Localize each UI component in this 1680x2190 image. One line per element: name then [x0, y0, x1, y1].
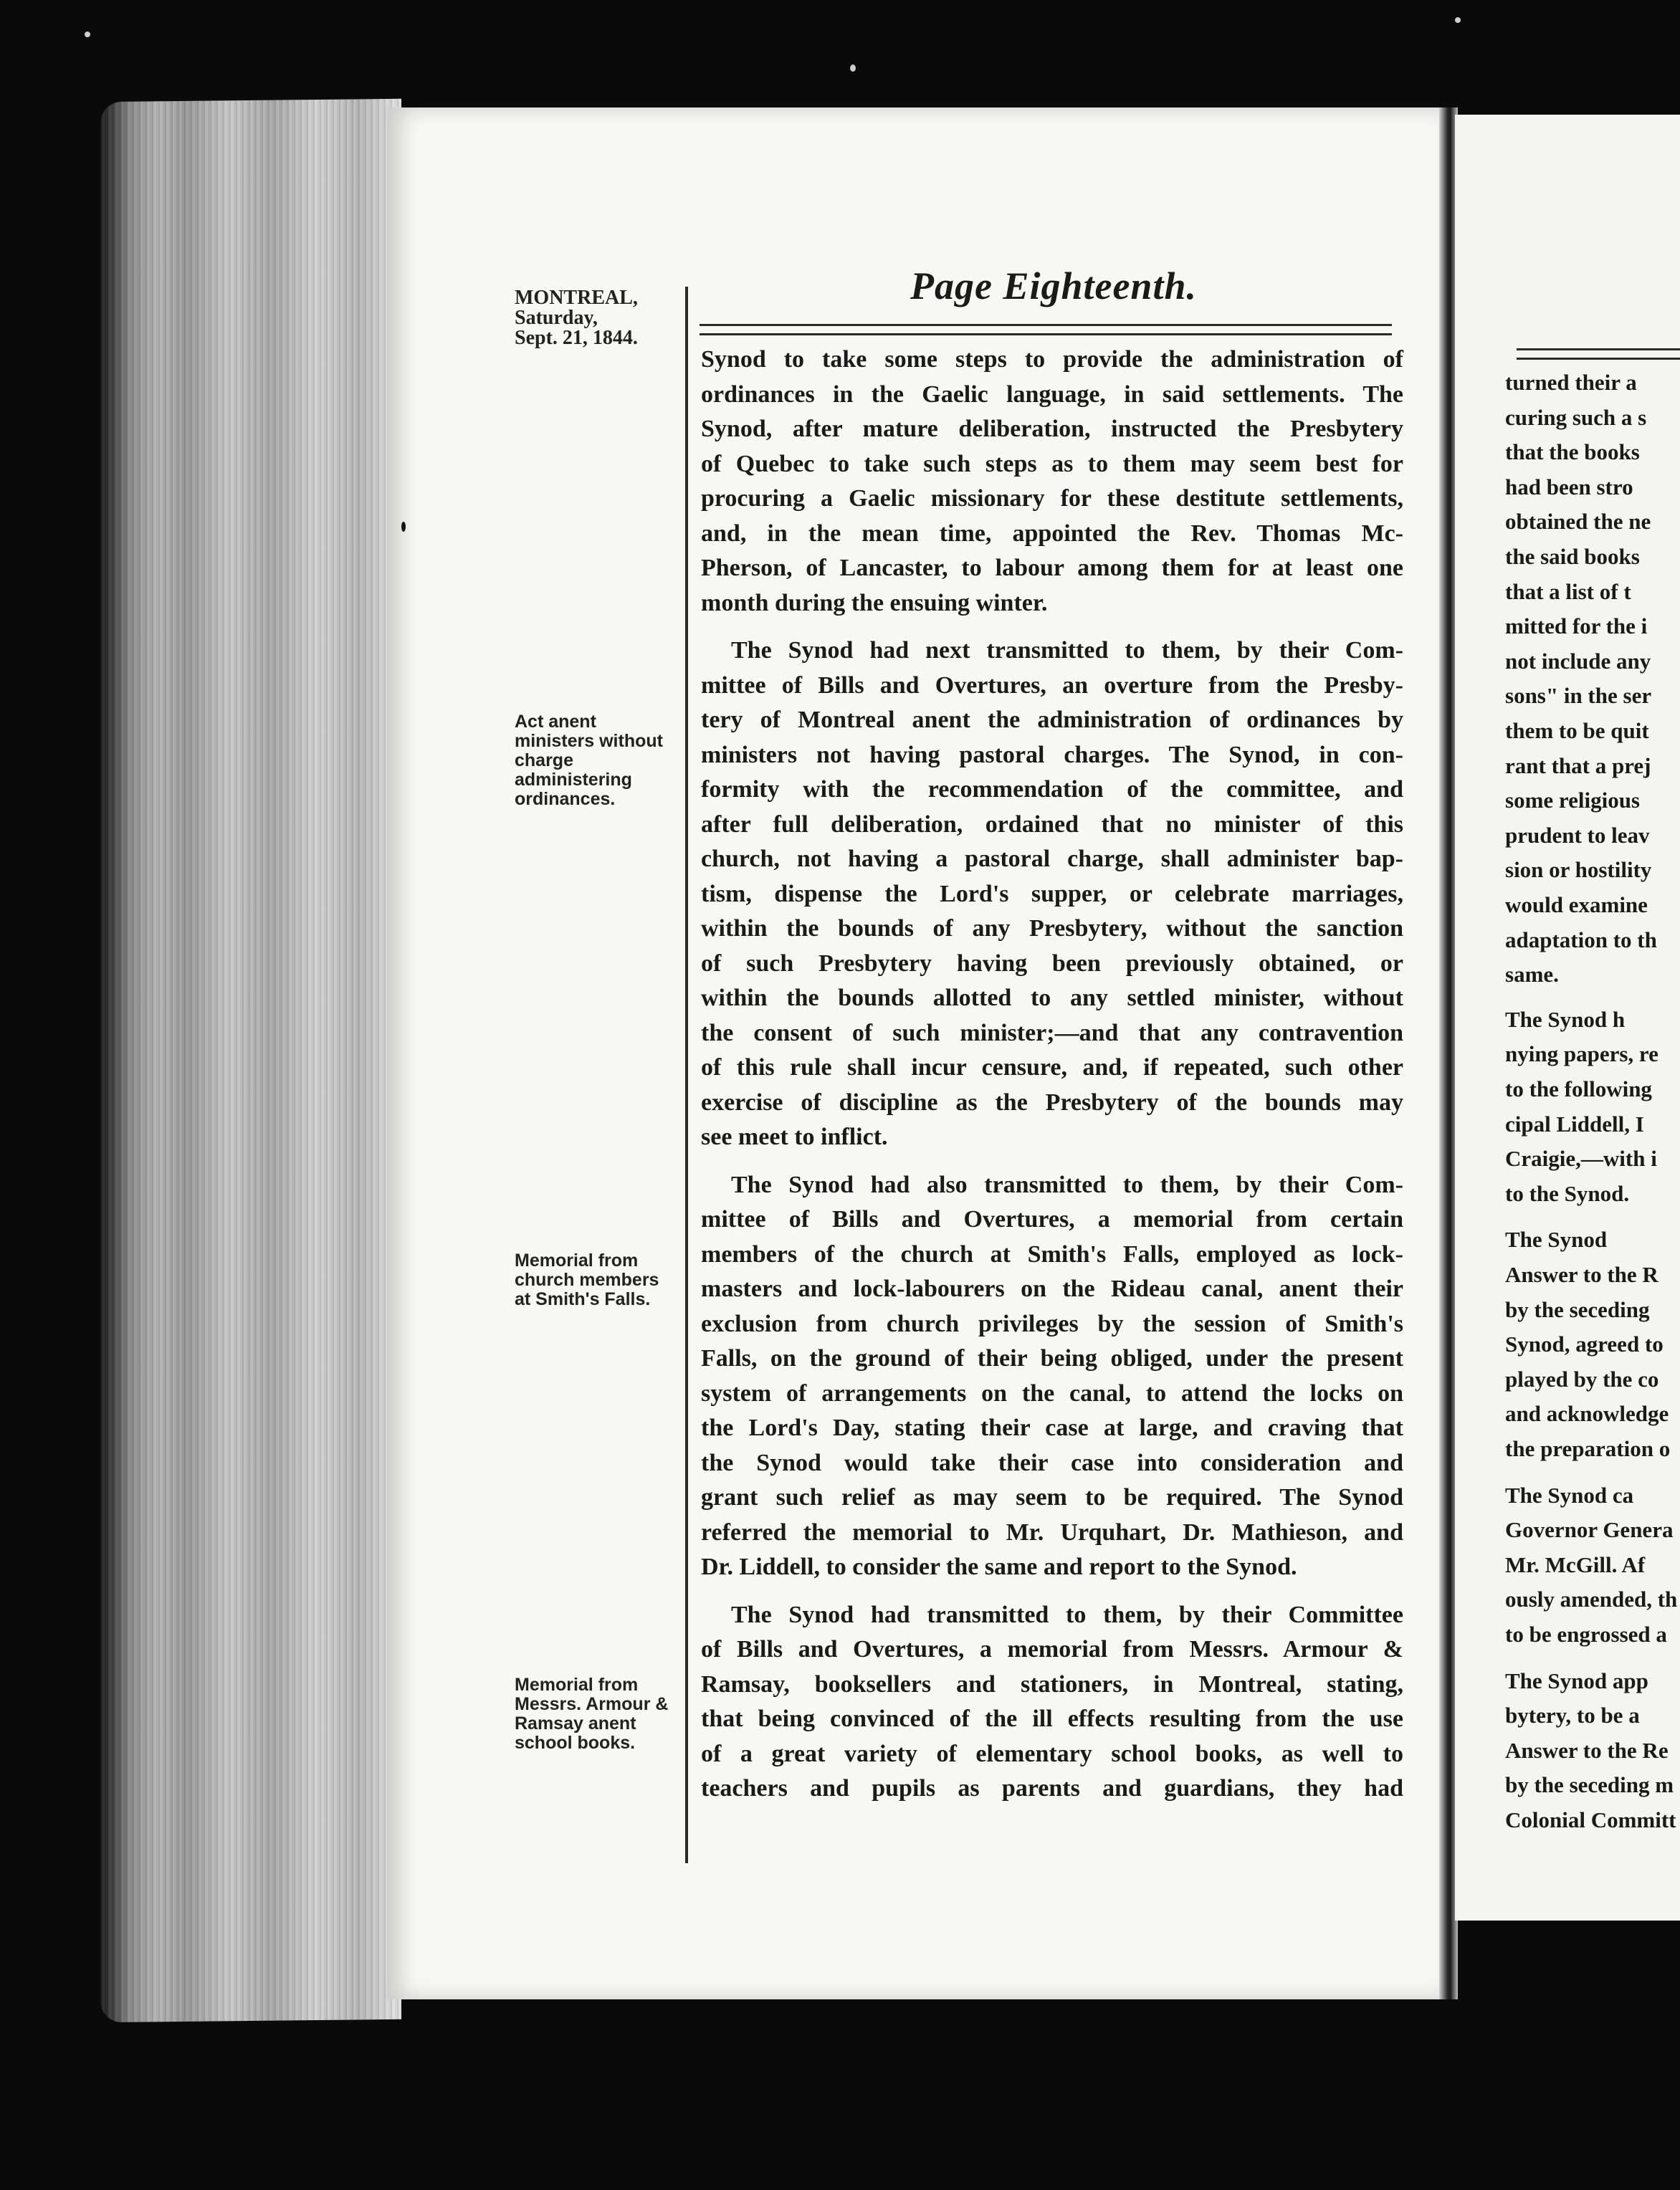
facing-page-line: and acknowledge — [1505, 1401, 1669, 1427]
text-line: of this rule shall incur censure, and, if repeated, such other — [701, 1054, 1403, 1081]
dateline-day: Saturday, — [515, 307, 598, 329]
text-line: The Synod had transmitted to them, by their Committee — [731, 1601, 1403, 1628]
facing-page-line: some religious — [1505, 788, 1640, 813]
sidenote-line: charge — [515, 750, 573, 770]
facing-page-line: Governor Genera — [1505, 1517, 1674, 1543]
facing-page-line: sons" in the ser — [1505, 683, 1652, 709]
text-line: ministers not having pastoral charges. The Synod, in con- — [701, 741, 1403, 768]
text-line: church, not having a pastoral charge, shall administer bap- — [701, 846, 1403, 872]
sidenote-line: Ramsay anent — [515, 1713, 636, 1734]
facing-page-line: The Synod — [1505, 1227, 1608, 1253]
running-title: Page Eighteenth. — [910, 264, 1197, 307]
facing-page-line: turned their a — [1505, 370, 1637, 395]
text-line: within the bounds allotted to any settled minister, without — [701, 985, 1403, 1011]
text-line: mittee of Bills and Overtures, an overture from the Presby- — [701, 671, 1403, 699]
facing-page-line: to the Synod. — [1505, 1180, 1630, 1206]
main-text-column — [701, 343, 1403, 1820]
book-page-edges — [100, 99, 401, 2022]
facing-page-line: not include any — [1505, 648, 1651, 674]
text-line: Ramsay, booksellers and stationers, in Montreal, stating, — [701, 1670, 1403, 1698]
facing-page-line: obtained the ne — [1505, 509, 1651, 535]
facing-page-line: sion or hostility — [1505, 857, 1652, 883]
facing-page-line: The Synod ca — [1505, 1482, 1634, 1508]
facing-page-line: Synod, agreed to — [1505, 1331, 1664, 1357]
facing-page-line: curing such a s — [1505, 404, 1647, 430]
facing-page-line: to be engrossed a — [1505, 1622, 1667, 1647]
facing-page-line: played by the co — [1505, 1366, 1659, 1392]
text-line: Synod, after mature deliberation, instructed the Presbytery — [701, 416, 1403, 442]
text-line: exclusion from church privileges by the session of Smith's — [701, 1310, 1403, 1337]
facing-page-line: mitted for the i — [1505, 613, 1648, 639]
text-line: The Synod had also transmitted to them, by their Com- — [731, 1171, 1403, 1198]
text-line: the consent of such minister;—and that any contravention — [701, 1019, 1403, 1046]
sidenote-line: administering — [515, 770, 632, 790]
dateline — [515, 288, 687, 348]
facing-page-line: cipal Liddell, I — [1505, 1111, 1644, 1137]
facing-page-line: would examine — [1505, 892, 1648, 917]
scan-speck — [401, 522, 406, 532]
facing-page-line: The Synod h — [1505, 1006, 1626, 1032]
sidenote-line: Messrs. Armour & — [515, 1694, 669, 1714]
text-line: month during the ensuing winter. — [701, 589, 1048, 616]
paragraph — [701, 1598, 1403, 1807]
paragraph — [701, 343, 1403, 621]
facing-page-line: prudent to leav — [1505, 822, 1650, 848]
text-line: of Quebec to take such steps as to them may seem best for — [701, 450, 1403, 477]
text-line: referred the memorial to Mr. Urquhart, Dr. Mathieson, and — [701, 1519, 1403, 1546]
text-line: tism, dispense the Lord's supper, or celebrate marriages, — [701, 880, 1403, 907]
facing-page-line: the preparation o — [1505, 1436, 1671, 1461]
facing-page-line: Colonial Committ — [1505, 1807, 1676, 1832]
facing-page-line: rant that a prej — [1505, 752, 1651, 778]
facing-page-line: the said books — [1505, 544, 1640, 569]
facing-page-line: adaptation to th — [1505, 927, 1657, 952]
facing-page-line: had been stro — [1505, 474, 1633, 499]
sidenote-line: ministers without — [515, 731, 663, 751]
text-line: the Lord's Day, stating their case at large, and craving that — [701, 1415, 1403, 1441]
text-line: ordinances in the Gaelic language, in said settlements. The — [701, 381, 1403, 408]
facing-page-line: ously amended, th — [1505, 1587, 1678, 1612]
text-line: of such Presbytery having been previously obtained, or — [701, 950, 1403, 977]
sidenote-armour-ramsay — [515, 1675, 687, 1753]
sidenote-line: Memorial from — [515, 1675, 639, 1695]
facing-page-line: Craigie,—with i — [1505, 1146, 1657, 1172]
facing-page-line: that a list of t — [1505, 578, 1631, 604]
facing-page-line: Answer to the R — [1505, 1262, 1658, 1287]
text-line: grant such relief as may seem to be required. The Synod — [701, 1484, 1403, 1511]
facing-page-line: Answer to the Re — [1505, 1737, 1669, 1763]
sidenote-line: at Smith's Falls. — [515, 1289, 651, 1309]
text-line: masters and lock-labourers on the Rideau canal, anent their — [701, 1276, 1403, 1302]
text-line: exercise of discipline as the Presbytery of the bounds may — [701, 1089, 1403, 1116]
facing-page-rule — [1517, 348, 1680, 360]
text-line: see meet to inflict. — [701, 1124, 888, 1150]
margin-rule — [685, 287, 688, 1863]
facing-page-line: by the seceding — [1505, 1296, 1650, 1322]
title-double-rule — [700, 324, 1392, 335]
text-line: that being convinced of the ill effects resulting from the use — [701, 1706, 1403, 1732]
sidenote-line: church members — [515, 1270, 659, 1290]
text-line: Dr. Liddell, to consider the same and report to the Synod. — [701, 1554, 1297, 1580]
dateline-city: MONTREAL, — [515, 287, 638, 309]
text-line: teachers and pupils as parents and guardians, they had — [701, 1775, 1403, 1802]
sidenote-line: school books. — [515, 1733, 636, 1753]
text-line: formity with the recommendation of the committee, and — [701, 776, 1403, 803]
scan-speck — [850, 64, 856, 72]
facing-page-line: them to be quit — [1505, 718, 1649, 743]
dateline-date: Sept. 21, 1844. — [515, 327, 638, 349]
text-line: and, in the mean time, appointed the Rev. Thomas Mc- — [701, 520, 1403, 547]
text-line: of a great variety of elementary school books, as well to — [701, 1740, 1403, 1767]
facing-page-line: by the seceding m — [1505, 1772, 1674, 1798]
text-line: members of the church at Smith's Falls, employed as lock- — [701, 1240, 1403, 1268]
text-line: The Synod had next transmitted to them, by their Com- — [731, 637, 1403, 664]
facing-page-line: same. — [1505, 962, 1559, 988]
facing-page-line: that the books — [1505, 439, 1640, 465]
text-line: of Bills and Overtures, a memorial from Messrs. Armour & — [701, 1636, 1403, 1663]
facing-page-line: Mr. McGill. Af — [1505, 1551, 1646, 1577]
text-line: Pherson, of Lancaster, to labour among them for at least one — [701, 555, 1403, 581]
paragraph — [701, 633, 1403, 1155]
text-line: system of arrangements on the canal, to attend the locks on — [701, 1379, 1403, 1407]
sidenote-line: Memorial from — [515, 1251, 639, 1271]
text-line: Falls, on the ground of their being obliged, under the present — [701, 1345, 1403, 1372]
sidenote-smiths-falls — [515, 1251, 687, 1309]
sidenote-line: Act anent — [515, 712, 596, 732]
text-line: within the bounds of any Presbytery, without the sanction — [701, 915, 1403, 942]
scan-speck — [85, 32, 90, 37]
paragraph — [701, 1168, 1403, 1585]
facing-page-line: bytery, to be a — [1505, 1703, 1640, 1728]
text-line: mittee of Bills and Overtures, a memorial from certain — [701, 1206, 1403, 1233]
scan-speck — [1455, 17, 1461, 23]
text-line: the Synod would take their case into consideration and — [701, 1449, 1403, 1476]
text-line: Synod to take some steps to provide the administration of — [701, 346, 1403, 373]
text-line: procuring a Gaelic missionary for these destitute settlements, — [701, 485, 1403, 512]
facing-page-line: to the following — [1505, 1076, 1652, 1101]
sidenote-line: ordinances. — [515, 789, 616, 809]
text-line: after full deliberation, ordained that no minister of this — [701, 811, 1403, 838]
text-line: tery of Montreal anent the administration of ordinances by — [701, 707, 1403, 733]
facing-page-line: nying papers, re — [1505, 1041, 1658, 1067]
sidenote-act-anent-ministers — [515, 712, 687, 809]
facing-page-line: The Synod app — [1505, 1668, 1648, 1693]
